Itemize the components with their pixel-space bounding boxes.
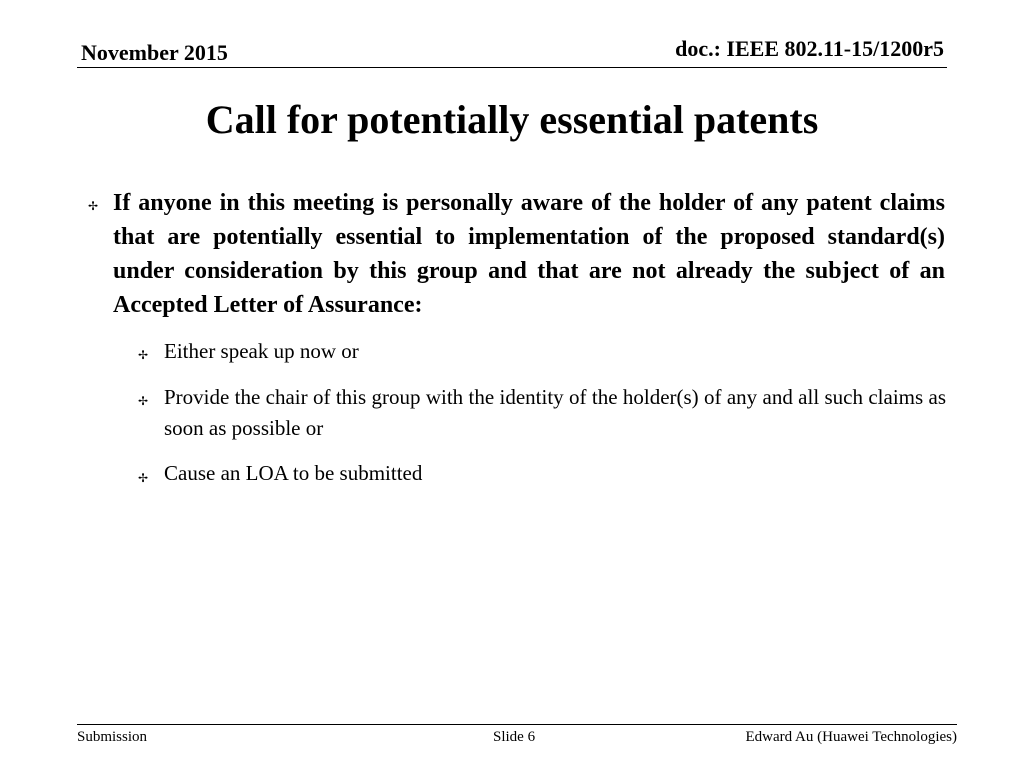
main-bullet-text: If anyone in this meeting is personally aware of the holder of any patent claims that are potentially essential to implementation of the proposed standard(s) under consideration by this group and that are not already the subject of an Accepted Letter of Assurance: (113, 190, 945, 318)
footer-author: Edward Au (Huawei Technologies) (745, 729, 957, 745)
footer-divider (77, 724, 957, 725)
sub-bullet-text: Provide the chair of this group with the identity of the holder(s) of any and all such claims as soon as possible or (164, 385, 946, 440)
cross-bullet-icon: ✢ (138, 471, 149, 485)
header-doc-id: doc.: IEEE 802.11-15/1200r5 (675, 36, 944, 61)
sub-bullet-text: Cause an LOA to be submitted (164, 461, 423, 485)
cross-bullet-icon: ✢ (138, 348, 149, 362)
sub-bullet-text: Either speak up now or (164, 339, 359, 363)
footer-slide-number: Slide 6 (493, 729, 536, 745)
cross-bullet-icon: ✢ (138, 394, 149, 408)
footer-submission: Submission (77, 729, 148, 745)
slide-title: Call for potentially essential patents (205, 97, 819, 142)
cross-bullet-icon: ✢ (88, 199, 99, 213)
header-date: November 2015 (81, 40, 228, 65)
